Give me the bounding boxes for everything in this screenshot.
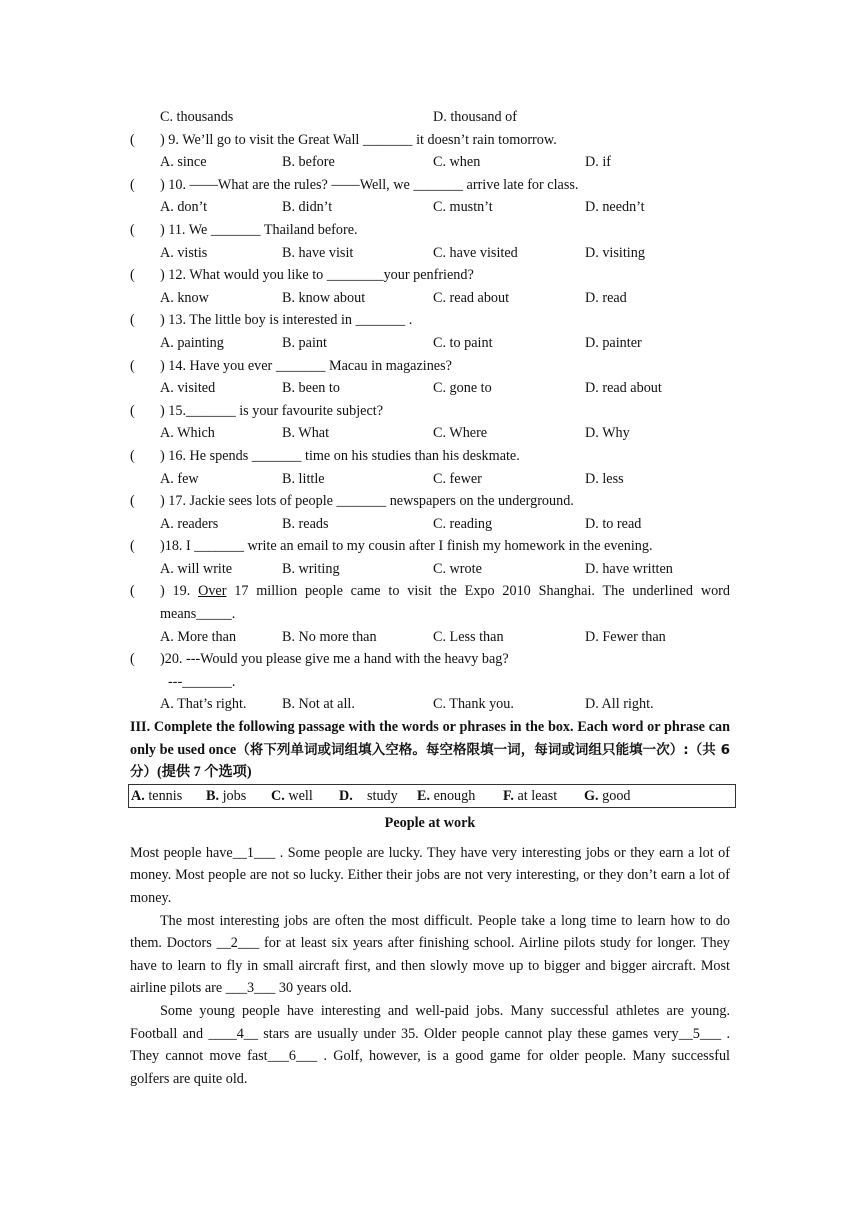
question-options	[130, 196, 730, 219]
question-options	[130, 332, 730, 355]
word-box-item: A. tennis	[131, 787, 183, 804]
answer-paren[interactable]: (	[130, 402, 135, 419]
q20-options	[130, 693, 730, 716]
answer-paren[interactable]: (	[130, 267, 135, 284]
option-b[interactable]: B. been to	[282, 380, 340, 397]
answer-paren[interactable]: (	[130, 176, 135, 193]
option-c[interactable]: C. fewer	[433, 470, 482, 487]
q19-option-b[interactable]: B. No more than	[282, 628, 377, 645]
word-box	[128, 784, 736, 808]
question-stem: ( ) 17. Jackie sees lots of people _______ newspapers on the underground.	[130, 490, 730, 513]
question-options	[130, 468, 730, 491]
option-d[interactable]: D. visiting	[585, 244, 645, 261]
q20-stem: ( )20. ---Would you please give me a hand with the heavy bag?	[130, 648, 730, 671]
q20-stem-line2: ---_______.	[168, 673, 236, 690]
q19-stem-line2: means_____.	[160, 606, 236, 623]
q20-option-a[interactable]: A. That’s right.	[160, 696, 247, 713]
q19-option-a[interactable]: A. More than	[160, 628, 237, 645]
question-stem: ( ) 12. What would you like to ________your penfriend?	[130, 264, 730, 287]
option-a[interactable]: A. readers	[160, 515, 219, 532]
answer-paren[interactable]: (	[130, 447, 135, 464]
q19-option-c[interactable]: C. Less than	[433, 628, 504, 645]
question-options	[130, 513, 730, 536]
underlined-word: Over	[198, 583, 227, 600]
option-d[interactable]: D. read about	[585, 380, 662, 397]
q8-options	[130, 106, 730, 129]
option-d[interactable]: D. have written	[585, 560, 673, 577]
option-d[interactable]: D. to read	[585, 515, 642, 532]
question-options	[130, 242, 730, 265]
q20-option-d[interactable]: D. All right.	[585, 696, 654, 713]
word-box-item: G. good	[584, 787, 631, 804]
option-c[interactable]: C. when	[433, 154, 481, 171]
word-box-item: F. at least	[503, 787, 558, 804]
option-b[interactable]: B. little	[282, 470, 325, 487]
question-stem: ( ) 15._______ is your favourite subject?	[130, 400, 730, 423]
option-c[interactable]: C. reading	[433, 515, 493, 532]
option-b[interactable]: B. reads	[282, 515, 329, 532]
passage-title: People at work	[384, 814, 476, 831]
word-box-item: C. well	[271, 787, 313, 804]
option-d[interactable]: D. read	[585, 289, 627, 306]
answer-paren[interactable]: (	[130, 357, 135, 374]
option-a[interactable]: A. Which	[160, 425, 215, 442]
question-stem: ( ) 10. ——What are the rules? ——Well, we _______ arrive late for class.	[130, 174, 730, 197]
option-a[interactable]: A. painting	[160, 334, 224, 351]
q19-option-d[interactable]: D. Fewer than	[585, 628, 666, 645]
option-c[interactable]: C. gone to	[433, 380, 492, 397]
question-stem: ( ) 16. He spends _______ time on his studies than his deskmate.	[130, 445, 730, 468]
option-a[interactable]: A. know	[160, 289, 209, 306]
answer-paren[interactable]: (	[130, 538, 135, 555]
option-b[interactable]: B. What	[282, 425, 330, 442]
option-c[interactable]: C. Where	[433, 425, 488, 442]
option-a[interactable]: A. few	[160, 470, 199, 487]
question-options	[130, 558, 730, 581]
answer-paren[interactable]: (	[130, 493, 135, 510]
word-box-item: B. jobs	[206, 787, 247, 804]
option-a[interactable]: A. vistis	[160, 244, 208, 261]
exam-page	[130, 106, 730, 1090]
option-b[interactable]: B. didn’t	[282, 199, 333, 216]
option-b[interactable]: B. have visit	[282, 244, 354, 261]
option-a[interactable]: A. will write	[160, 560, 233, 577]
answer-paren[interactable]: (	[130, 131, 135, 148]
q20-option-b[interactable]: B. Not at all.	[282, 696, 355, 713]
option-b[interactable]: B. paint	[282, 334, 327, 351]
q19-stem: ( ) 19. Over 17 million people came to visit the Expo 2010 Shanghai. The underlined word	[130, 580, 730, 603]
option-c[interactable]: C. read about	[433, 289, 510, 306]
question-stem: ( ) 13. The little boy is interested in _______ .	[130, 309, 730, 332]
question-stem: ( ) 14. Have you ever _______ Macau in magazines?	[130, 355, 730, 378]
q20-option-c[interactable]: C. Thank you.	[433, 696, 514, 713]
question-stem: ( ) 11. We _______ Thailand before.	[130, 219, 730, 242]
question-stem: ( ) 9. We’ll go to visit the Great Wall _______ it doesn’t rain tomorrow.	[130, 129, 730, 152]
option-d[interactable]: D. if	[585, 154, 612, 171]
option-a[interactable]: A. don’t	[160, 199, 208, 216]
option-b[interactable]: B. know about	[282, 289, 366, 306]
option-a[interactable]: A. since	[160, 154, 207, 171]
question-options	[130, 422, 730, 445]
word-box-item: E. enough	[417, 787, 476, 804]
question-options	[130, 151, 730, 174]
option-d[interactable]: D. needn’t	[585, 199, 645, 216]
q8-option-d[interactable]: D. thousand of	[433, 109, 517, 125]
option-d[interactable]: D. less	[585, 470, 624, 487]
word-box-item: D. study	[339, 787, 398, 804]
question-options	[130, 287, 730, 310]
option-d[interactable]: D. painter	[585, 334, 642, 351]
question-options	[130, 377, 730, 400]
option-c[interactable]: C. have visited	[433, 244, 518, 261]
option-c[interactable]: C. wrote	[433, 560, 482, 577]
passage-paragraph-3: Some young people have interesting and well-paid jobs. Many successful athletes are young. Football and ____4__ stars are usually under 35. Older people cannot play these games very__5___ . They cannot move fast___6___ . Golf, however, is a good game for older people. Many successful golfers are quite old.	[130, 1002, 730, 1087]
option-b[interactable]: B. writing	[282, 560, 340, 577]
answer-paren[interactable]: (	[130, 312, 135, 329]
q8-option-c[interactable]: C. thousands	[160, 109, 234, 125]
question-stem: ( )18. I _______ write an email to my cousin after I finish my homework in the evening.	[130, 535, 730, 558]
question-list	[130, 129, 730, 581]
option-d[interactable]: D. Why	[585, 425, 630, 442]
option-c[interactable]: C. mustn’t	[433, 199, 493, 216]
option-c[interactable]: C. to paint	[433, 334, 493, 351]
option-a[interactable]: A. visited	[160, 380, 216, 397]
answer-paren[interactable]: (	[130, 221, 135, 238]
section-3-heading: III. Complete the following passage with the words or phrases in the box. Each word or phrase can only be used once（将下列单词或词组填入空格。每空格限填一词，每词或词组只能填一次）:（共 6 分）(提供 7 个选项)	[130, 719, 730, 781]
answer-paren[interactable]: (	[130, 583, 135, 600]
q19-options	[130, 626, 730, 649]
passage-paragraph-2: The most interesting jobs are often the most difficult. People take a long time to learn how to do them. Doctors __2___ for at least six years after finishing school. Airline pilots study for longer. They have to learn to fly in small aircraft first, and then slowly move up to bigger and bigger aircraft. Most airline pilots are ___3___ 30 years old.	[130, 912, 730, 997]
answer-paren[interactable]: (	[130, 651, 135, 668]
option-b[interactable]: B. before	[282, 154, 335, 171]
passage-paragraph-1: Most people have__1___ . Some people are lucky. They have very interesting jobs or they earn a lot of money. Most people are not so lucky. Either their jobs are not very interesting, or they don’t earn a lot of money.	[130, 844, 730, 906]
